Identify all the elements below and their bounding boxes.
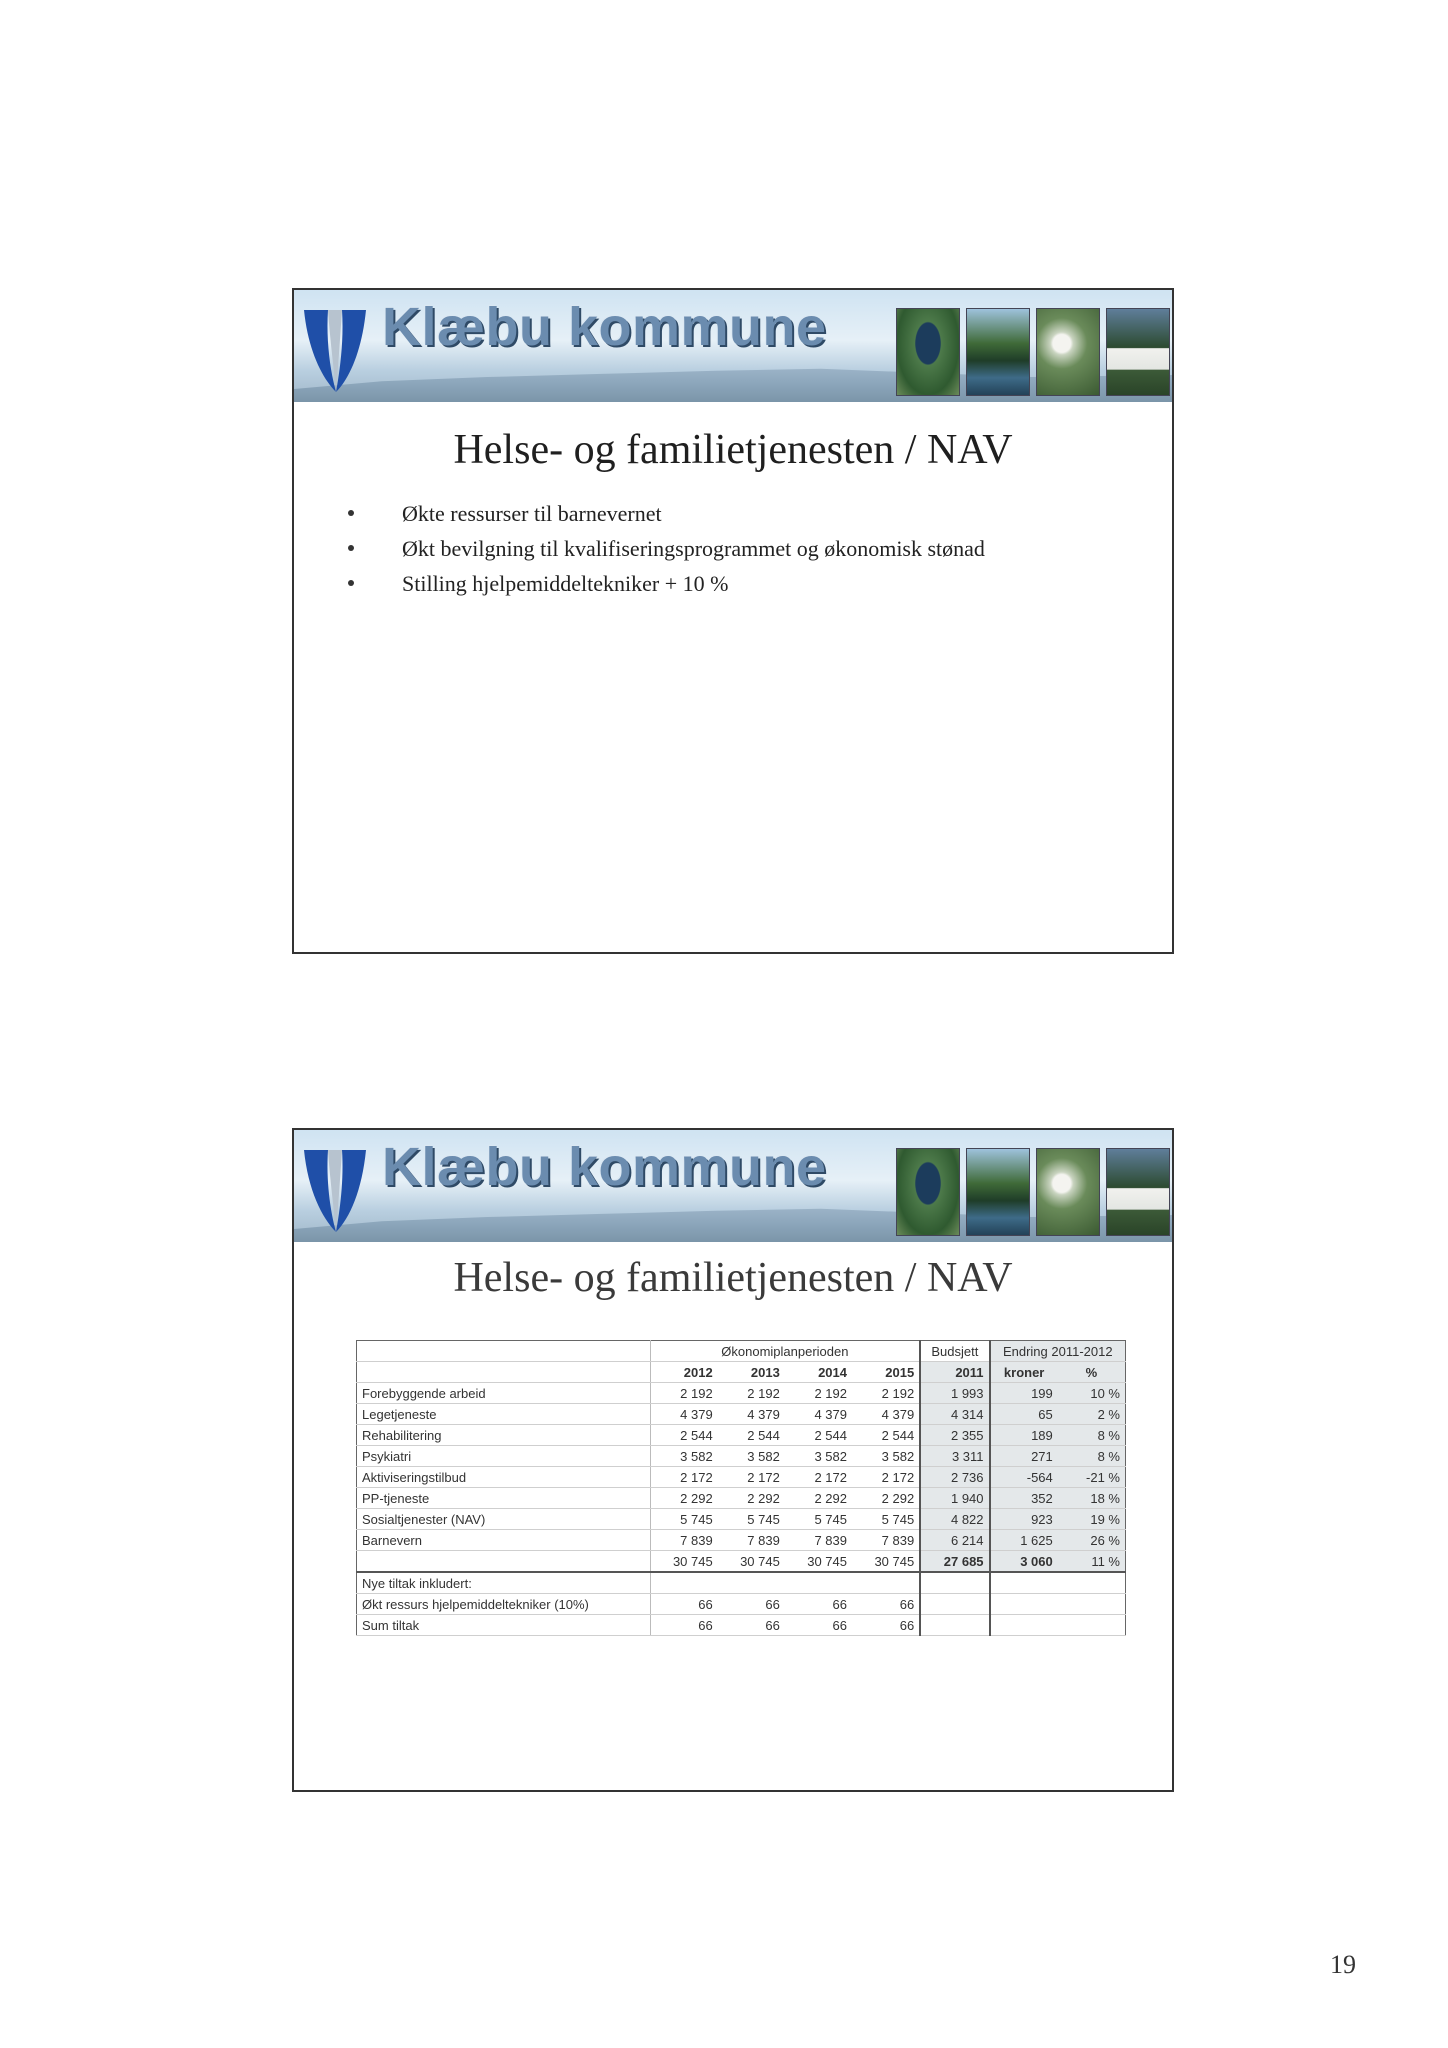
- slide-1: [292, 288, 1174, 954]
- year-cell: 2 292: [650, 1488, 718, 1509]
- year-cell: 5 745: [852, 1509, 920, 1530]
- year-header: 2012: [650, 1362, 718, 1383]
- sum-cell: 66: [650, 1615, 718, 1636]
- sum-cell: 66: [718, 1615, 785, 1636]
- year-cell: 2 192: [852, 1383, 920, 1404]
- row-label: Legetjeneste: [357, 1404, 651, 1425]
- year-cell: 2 192: [650, 1383, 718, 1404]
- row-label: Rehabilitering: [357, 1425, 651, 1446]
- table-row: [357, 1488, 1126, 1509]
- year-cell: 2 172: [785, 1467, 852, 1488]
- kroner-header: kroner: [990, 1362, 1058, 1383]
- percent-cell: 10 %: [1058, 1383, 1126, 1404]
- row-label: Aktiviseringstilbud: [357, 1467, 651, 1488]
- table-row: [357, 1530, 1126, 1551]
- year-cell: 3 582: [852, 1446, 920, 1467]
- header-budget: Budsjett: [920, 1341, 989, 1362]
- percent-cell: 2 %: [1058, 1404, 1126, 1425]
- bullet-item: [348, 566, 1172, 601]
- sum-label: Sum tiltak: [357, 1615, 651, 1636]
- year-cell: 3 582: [650, 1446, 718, 1467]
- bullet-text: Økte ressurser til barnevernet: [402, 501, 662, 526]
- bullet-icon: [348, 510, 354, 516]
- bullet-text: Økt bevilgning til kvalifiseringsprogrammet og økonomisk stønad: [402, 536, 985, 561]
- sum-row: [357, 1615, 1126, 1636]
- slide-2: [292, 1128, 1174, 1792]
- bullet-icon: [348, 580, 354, 586]
- percent-cell: 19 %: [1058, 1509, 1126, 1530]
- year-cell: 2 192: [718, 1383, 785, 1404]
- sum-cell: 66: [852, 1615, 920, 1636]
- new-measures-row: [357, 1572, 1126, 1594]
- bullet-list: [348, 496, 1172, 601]
- data-rows: [357, 1383, 1126, 1551]
- measure-cell: 66: [852, 1594, 920, 1615]
- year-cell: 2 292: [718, 1488, 785, 1509]
- total-cell: 30 745: [852, 1551, 920, 1573]
- photo-strip: [896, 308, 1170, 394]
- brand-name: Klæbu kommune: [382, 297, 827, 357]
- total-cell: 30 745: [785, 1551, 852, 1573]
- percent-cell: -21 %: [1058, 1467, 1126, 1488]
- coat-of-arms-logo-icon: [300, 1140, 370, 1236]
- total-cell: 30 745: [718, 1551, 785, 1573]
- bullet-text: Stilling hjelpemiddeltekniker + 10 %: [402, 571, 729, 596]
- bullet-item: [348, 531, 1172, 566]
- total-row: [357, 1551, 1126, 1573]
- budget-cell: 2 355: [920, 1425, 989, 1446]
- photo-church: [1106, 1148, 1170, 1236]
- year-cell: 5 745: [718, 1509, 785, 1530]
- budget-cell: 1 993: [920, 1383, 989, 1404]
- year-header: 2013: [718, 1362, 785, 1383]
- bullet-icon: [348, 545, 354, 551]
- table-row: [357, 1383, 1126, 1404]
- percent-header: %: [1058, 1362, 1126, 1383]
- measure-cell: 66: [718, 1594, 785, 1615]
- table-row: [357, 1425, 1126, 1446]
- table-row: [357, 1467, 1126, 1488]
- year-cell: 2 544: [650, 1425, 718, 1446]
- row-label: Barnevern: [357, 1530, 651, 1551]
- sub-header-row: [357, 1362, 1126, 1383]
- kroner-cell: 352: [990, 1488, 1058, 1509]
- percent-cell: 18 %: [1058, 1488, 1126, 1509]
- kroner-cell: 923: [990, 1509, 1058, 1530]
- row-label: Forebyggende arbeid: [357, 1383, 651, 1404]
- brand-name: Klæbu kommune: [382, 1137, 827, 1197]
- slide-title: Helse- og familietjenesten / NAV: [453, 1255, 1013, 1301]
- kroner-cell: 65: [990, 1404, 1058, 1425]
- year-cell: 2 292: [785, 1488, 852, 1509]
- year-cell: 2 292: [852, 1488, 920, 1509]
- photo-forest-lake: [966, 1148, 1030, 1236]
- banner: [294, 290, 1172, 402]
- year-cell: 3 582: [718, 1446, 785, 1467]
- year-cell: 2 172: [852, 1467, 920, 1488]
- budget-year-header: 2011: [920, 1362, 989, 1383]
- table-row: [357, 1446, 1126, 1467]
- kroner-cell: -564: [990, 1467, 1058, 1488]
- year-cell: 3 582: [785, 1446, 852, 1467]
- photo-strip: [896, 1148, 1170, 1234]
- year-cell: 7 839: [650, 1530, 718, 1551]
- year-cell: 2 172: [650, 1467, 718, 1488]
- measure-cell: 66: [785, 1594, 852, 1615]
- photo-flowers: [1036, 308, 1100, 396]
- percent-cell: 8 %: [1058, 1446, 1126, 1467]
- percent-cell: 8 %: [1058, 1425, 1126, 1446]
- budget-cell: 6 214: [920, 1530, 989, 1551]
- budget-cell: 3 311: [920, 1446, 989, 1467]
- year-cell: 2 544: [852, 1425, 920, 1446]
- row-label: Sosialtjenester (NAV): [357, 1509, 651, 1530]
- year-cell: 4 379: [718, 1404, 785, 1425]
- photo-forest-lake: [966, 308, 1030, 396]
- year-cell: 4 379: [785, 1404, 852, 1425]
- year-cell: 7 839: [718, 1530, 785, 1551]
- coat-of-arms-logo-icon: [300, 300, 370, 396]
- kroner-cell: 189: [990, 1425, 1058, 1446]
- photo-flowers: [1036, 1148, 1100, 1236]
- total-cell: 30 745: [650, 1551, 718, 1573]
- row-label: PP-tjeneste: [357, 1488, 651, 1509]
- table-row: [357, 1404, 1126, 1425]
- year-header: 2015: [852, 1362, 920, 1383]
- photo-church: [1106, 308, 1170, 396]
- year-cell: 4 379: [852, 1404, 920, 1425]
- year-cell: 2 544: [718, 1425, 785, 1446]
- photo-lake: [896, 1148, 960, 1236]
- header-period: Økonomiplanperioden: [650, 1341, 920, 1362]
- measure-row: [357, 1594, 1126, 1615]
- year-cell: 2 172: [718, 1467, 785, 1488]
- budget-cell: 1 940: [920, 1488, 989, 1509]
- total-kroner: 3 060: [990, 1551, 1058, 1573]
- kroner-cell: 271: [990, 1446, 1058, 1467]
- photo-lake: [896, 308, 960, 396]
- total-budget: 27 685: [920, 1551, 989, 1573]
- slide-title: Helse- og familietjenesten / NAV: [453, 427, 1013, 473]
- measure-label: Økt ressurs hjelpemiddeltekniker (10%): [357, 1594, 651, 1615]
- year-cell: 5 745: [650, 1509, 718, 1530]
- row-label: Psykiatri: [357, 1446, 651, 1467]
- year-cell: 2 192: [785, 1383, 852, 1404]
- year-cell: 7 839: [785, 1530, 852, 1551]
- page-number: 19: [1330, 1950, 1356, 1979]
- total-percent: 11 %: [1058, 1551, 1126, 1573]
- new-measures-label: Nye tiltak inkludert:: [357, 1572, 651, 1594]
- group-header-row: [357, 1341, 1126, 1362]
- budget-cell: 4 822: [920, 1509, 989, 1530]
- percent-cell: 26 %: [1058, 1530, 1126, 1551]
- year-header: 2014: [785, 1362, 852, 1383]
- bullet-item: [348, 496, 1172, 531]
- sum-cell: 66: [785, 1615, 852, 1636]
- budget-table: [356, 1340, 1126, 1636]
- year-cell: 7 839: [852, 1530, 920, 1551]
- year-cell: 5 745: [785, 1509, 852, 1530]
- kroner-cell: 1 625: [990, 1530, 1058, 1551]
- year-cell: 4 379: [650, 1404, 718, 1425]
- banner: [294, 1130, 1172, 1242]
- budget-cell: 2 736: [920, 1467, 989, 1488]
- year-cell: 2 544: [785, 1425, 852, 1446]
- table-row: [357, 1509, 1126, 1530]
- header-change: Endring 2011-2012: [990, 1341, 1126, 1362]
- budget-cell: 4 314: [920, 1404, 989, 1425]
- kroner-cell: 199: [990, 1383, 1058, 1404]
- measure-cell: 66: [650, 1594, 718, 1615]
